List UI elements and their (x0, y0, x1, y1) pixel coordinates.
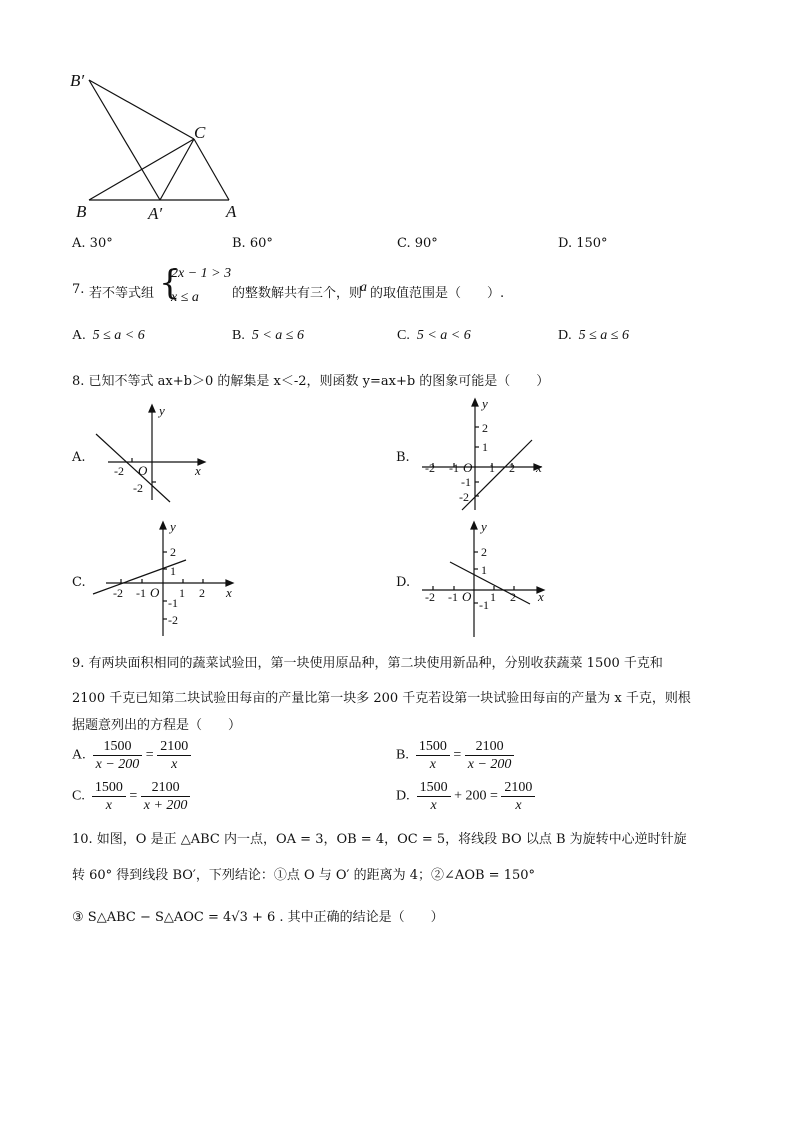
q8-graph-c-x-label: x (226, 585, 232, 600)
q8-graph-b-tick-y-2: 2 (482, 421, 488, 435)
label-c: C (194, 123, 206, 142)
q9-option-d[interactable]: D. $\frac{1500}{x}$ + 200 = $\frac{2100}{x}$ (396, 779, 535, 814)
q6-option-c[interactable]: C. 90° (397, 236, 438, 251)
q8-graph-c-tick-y-neg2: -2 (168, 613, 178, 627)
q8-graph-d-tick-x-2: 2 (510, 590, 516, 604)
q10-line-1: 10. 如图，O 是正 △ABC 内一点，OA = 3，OB = 4，OC = 5，将线段 BO 以点 B 为旋转中心逆时针旋 (72, 832, 687, 847)
q7-option-d[interactable]: D. 5 ≤ a ≤ 6 (558, 328, 629, 343)
q7-var: a (360, 280, 367, 295)
q8-graph-a-y-label: y (159, 403, 165, 418)
q8-option-c-letter[interactable]: C. (72, 575, 86, 590)
q10-line-2: 转 60° 得到线段 BO′，下列结论：①点 O 与 O′ 的距离为 4；②∠AOB = 150° (72, 868, 536, 883)
q8-graph-d-tick-y-2: 2 (481, 545, 487, 559)
q6-option-b[interactable]: B. 60° (232, 236, 273, 251)
label-b-prime: B′ (70, 71, 85, 90)
q8-graph-b-tick-x-1: 1 (489, 461, 495, 475)
q9-line-1: 9. 有两块面积相同的蔬菜试验田，第一块使用原品种，第二块使用新品种，分别收获蔬菜 1500 千克和 (72, 656, 663, 671)
q10-line-3: ③ S△ABC − S△AOC = 4√3 + 6 . 其中正确的结论是（ ） (72, 910, 444, 925)
q8-graph-c[interactable] (88, 515, 238, 640)
q9-line-3: 据题意列出的方程是（ ） (72, 718, 242, 733)
q8-stem: 8. 已知不等式 ax+b＞0 的解集是 x＜-2，则函数 y=ax+b 的图象可能是（ ） (72, 374, 550, 389)
q8-graph-d-tick-y-1: 1 (481, 563, 487, 577)
q8-graph-a-tick-x-neg2: -2 (114, 464, 124, 478)
q8-graph-d-x-label: x (538, 589, 544, 604)
q7-option-a[interactable]: A. 5 ≤ a < 6 (72, 328, 145, 343)
q7-number: 7. (72, 282, 85, 297)
q8-graph-b-tick-x-2: 2 (509, 461, 515, 475)
q8-graph-c-y-label: y (170, 519, 176, 534)
q9-line-2: 2100 千克已知第二块试验田每亩的产量比第一块多 200 千克若设第一块试验田每亩的产量为 x 千克，则根 (72, 691, 691, 706)
q8-graph-b-tick-y-neg2: -2 (459, 490, 469, 504)
q8-graph-c-tick-x-neg2: -2 (113, 586, 123, 600)
q9-option-a[interactable]: A. $\frac{1500}{x - 200}$ = $\frac{2100}{x}$ (72, 738, 191, 773)
q8-graph-c-tick-y-2: 2 (170, 545, 176, 559)
q8-graph-d-tick-x-1: 1 (490, 590, 496, 604)
segment-aprime-c (160, 139, 194, 200)
q7-option-b[interactable]: B. 5 < a ≤ 6 (232, 328, 304, 343)
q8-graph-d-tick-y-neg1: -1 (479, 598, 489, 612)
q8-graph-b-tick-x-neg2: -2 (425, 461, 435, 475)
q8-graph-c-tick-x-neg1: -1 (136, 586, 146, 600)
q8-graph-b-x-label: x (536, 460, 542, 475)
segment-b-c (89, 139, 194, 200)
label-a: A (226, 202, 237, 221)
q7-inequality-1: 2x − 1 > 3 (171, 266, 232, 281)
q8-graph-d[interactable] (412, 515, 552, 640)
q6-option-a[interactable]: A. 30° (72, 236, 113, 251)
segment-bprime-c (89, 80, 194, 139)
q8-graph-a[interactable] (88, 400, 218, 510)
q8-graph-a-origin: O (138, 463, 148, 478)
q8-graph-c-origin: O (150, 585, 160, 600)
q8-graph-d-tick-x-neg2: -2 (425, 590, 435, 604)
q7-option-c[interactable]: C. 5 < a < 6 (397, 328, 471, 343)
q8-graph-a-x-label: x (195, 463, 201, 478)
q8-graph-a-tick-y-neg2: -2 (133, 481, 143, 495)
q6-option-d[interactable]: D. 150° (558, 236, 608, 251)
q8-graph-c-tick-x-1: 1 (179, 586, 185, 600)
q7-brace: { (159, 263, 181, 303)
q8-graph-d-tick-x-neg1: -1 (448, 590, 458, 604)
q7-prefix: 若不等式组 (89, 286, 155, 301)
segment-c-a (194, 139, 229, 200)
q8-option-d-letter[interactable]: D. (396, 575, 411, 590)
q8-graph-c-tick-y-neg1: -1 (168, 596, 178, 610)
q8-graph-b-y-label: y (482, 396, 488, 411)
label-a-prime: A′ (148, 204, 163, 223)
q8-graph-b-line (462, 440, 532, 510)
q8-graph-d-y-label: y (481, 519, 487, 534)
q8-graph-b-tick-y-1: 1 (482, 440, 488, 454)
q8-graph-c-tick-x-2: 2 (199, 586, 205, 600)
q9-option-c[interactable]: C. $\frac{1500}{x}$ = $\frac{2100}{x + 200}$ (72, 779, 190, 814)
q8-graph-c-tick-y-1: 1 (170, 564, 176, 578)
q8-option-a-letter[interactable]: A. (72, 450, 86, 465)
q7-suffix2: 的取值范围是（ ）. (370, 286, 505, 301)
q8-graph-d-origin: O (462, 589, 472, 604)
triangle-figure (60, 60, 260, 230)
q8-graph-b[interactable] (412, 394, 552, 514)
q8-graph-b-origin: O (463, 460, 473, 475)
segment-bprime-aprime (89, 80, 160, 200)
label-b: B (76, 202, 87, 221)
q7-suffix: 的整数解共有三个，则 (232, 286, 363, 301)
q9-option-b[interactable]: B. $\frac{1500}{x}$ = $\frac{2100}{x - 200}$ (396, 738, 514, 773)
q8-option-b-letter[interactable]: B. (396, 450, 410, 465)
q7-inequality-2: x ≤ a (171, 290, 199, 305)
q8-graph-b-tick-y-neg1: -1 (461, 475, 471, 489)
q8-graph-b-tick-x-neg1: -1 (449, 461, 459, 475)
